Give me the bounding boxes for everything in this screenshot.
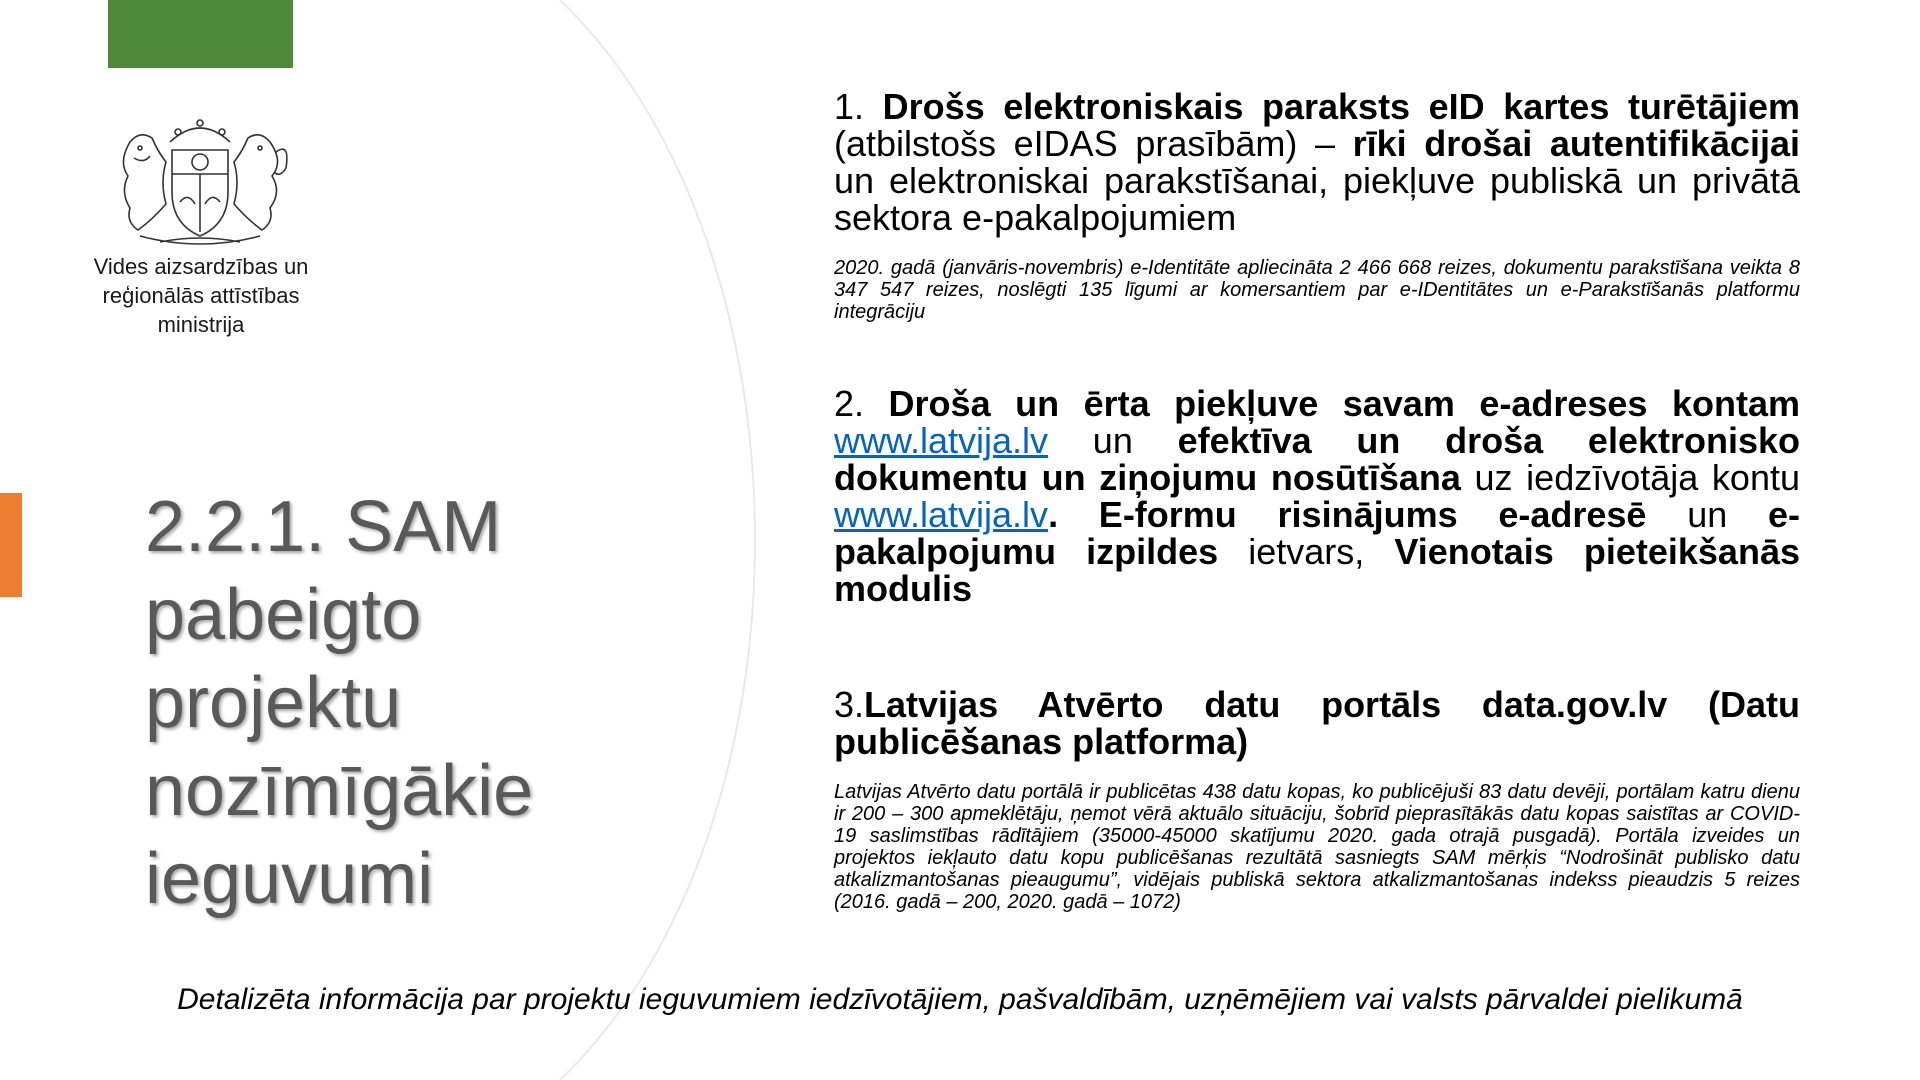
title-line: projektu bbox=[145, 663, 402, 743]
item-heading: Drošs elektroniskais paraksts eID kartes turētājiem bbox=[882, 86, 1800, 127]
ministry-line: Vides aizsardzības un bbox=[93, 254, 309, 279]
item-text: un bbox=[1646, 494, 1768, 535]
item-heading: Latvijas Atvērto datu portāls data.gov.lv (Datu publicēšanas platforma) bbox=[834, 684, 1800, 762]
item-bold-text: efektīva un droša elektronisko dokumentu un ziņojumu nosūtīšana bbox=[834, 420, 1801, 498]
footer-note: Detalizēta informācija par projektu ieguvumiem iedzīvotājiem, pašvaldībām, uzņēmējiem vai valsts pārvaldei pielikumā bbox=[177, 983, 1743, 1016]
item-number: 1. bbox=[834, 86, 883, 127]
latvija-link-1[interactable]: www.latvija.lv bbox=[834, 420, 1049, 461]
orange-accent-bar bbox=[0, 493, 22, 597]
item-number: 2. bbox=[834, 383, 889, 424]
item-bold-text: . E-formu risinājums e-adresē bbox=[1048, 494, 1647, 535]
item-heading: Droša un ērta piekļuve savam e-adreses kontam bbox=[888, 383, 1800, 424]
benefit-item-2 bbox=[834, 385, 1800, 607]
green-accent-bar bbox=[108, 0, 293, 68]
item-bold-text: Vienotais pieteikšanās modulis bbox=[834, 531, 1800, 609]
item-text: (atbilstošs eIDAS prasībām) – bbox=[834, 123, 1353, 164]
ministry-line: ministrija bbox=[157, 312, 245, 337]
benefit-item-3 bbox=[834, 686, 1800, 760]
item-text: uz iedzīvotāja kontu bbox=[1460, 457, 1800, 498]
item-text: un bbox=[1048, 420, 1178, 461]
slide-title bbox=[145, 483, 585, 923]
title-line: ieguvumi bbox=[145, 839, 434, 919]
benefit-item-1 bbox=[834, 88, 1800, 236]
title-line: nozīmīgākie bbox=[145, 751, 534, 831]
ministry-line: reģionālās attīstības bbox=[102, 283, 300, 308]
title-line: pabeigto bbox=[145, 575, 422, 655]
item-text: ietvars, bbox=[1218, 531, 1395, 572]
latvija-link-2[interactable]: www.latvija.lv bbox=[834, 494, 1049, 535]
item-number: 3. bbox=[834, 684, 865, 725]
latvia-coat-of-arms-icon bbox=[100, 112, 300, 247]
ministry-name bbox=[70, 252, 332, 339]
benefit-item-1-detail: 2020. gadā (janvāris-novembris) e-Identitāte apliecināta 2 466 668 reizes, dokumentu parakstīšana veikta 8 347 547 reizes, noslēgti 135 līgumi ar komersantiem par e-IDentitātes un e-Parakstīšanās platformu integrāciju bbox=[834, 257, 1800, 323]
title-line: 2.2.1. SAM bbox=[145, 487, 502, 567]
item-heading-bold: rīki drošai autentifikācijai bbox=[1352, 123, 1800, 164]
item-text: un elektroniskai parakstīšanai, piekļuve publiskā un privātā sektora e-pakalpojumiem bbox=[834, 160, 1800, 238]
item-bold-text: e-pakalpojumu izpildes bbox=[834, 494, 1800, 572]
benefit-item-3-detail: Latvijas Atvērto datu portālā ir publicētas 438 datu kopas, ko publicējuši 83 datu devēji, portālam katru dienu ir 200 – 300 apmeklētāju, ņemot vērā aktuālo situāciju, šobrīd pieprasītākās datu kopas saistītas ar COVID-19 saslimstības rādītājiem (35000-45000 skatījumu 2020. gada otrajā pusgadā). Portāla izveides un projektos iekļauto datu kopu publicēšanas rezultātā sasniegts SAM mērķis “Nodrošināt publisko datu atkalizmantošanas pieaugumu”, vidējais publiskā sektora atkalizmantošanas indekss pieaudzis 5 reizes (2016. gadā – 200, 2020. gadā – 1072) bbox=[834, 781, 1800, 913]
